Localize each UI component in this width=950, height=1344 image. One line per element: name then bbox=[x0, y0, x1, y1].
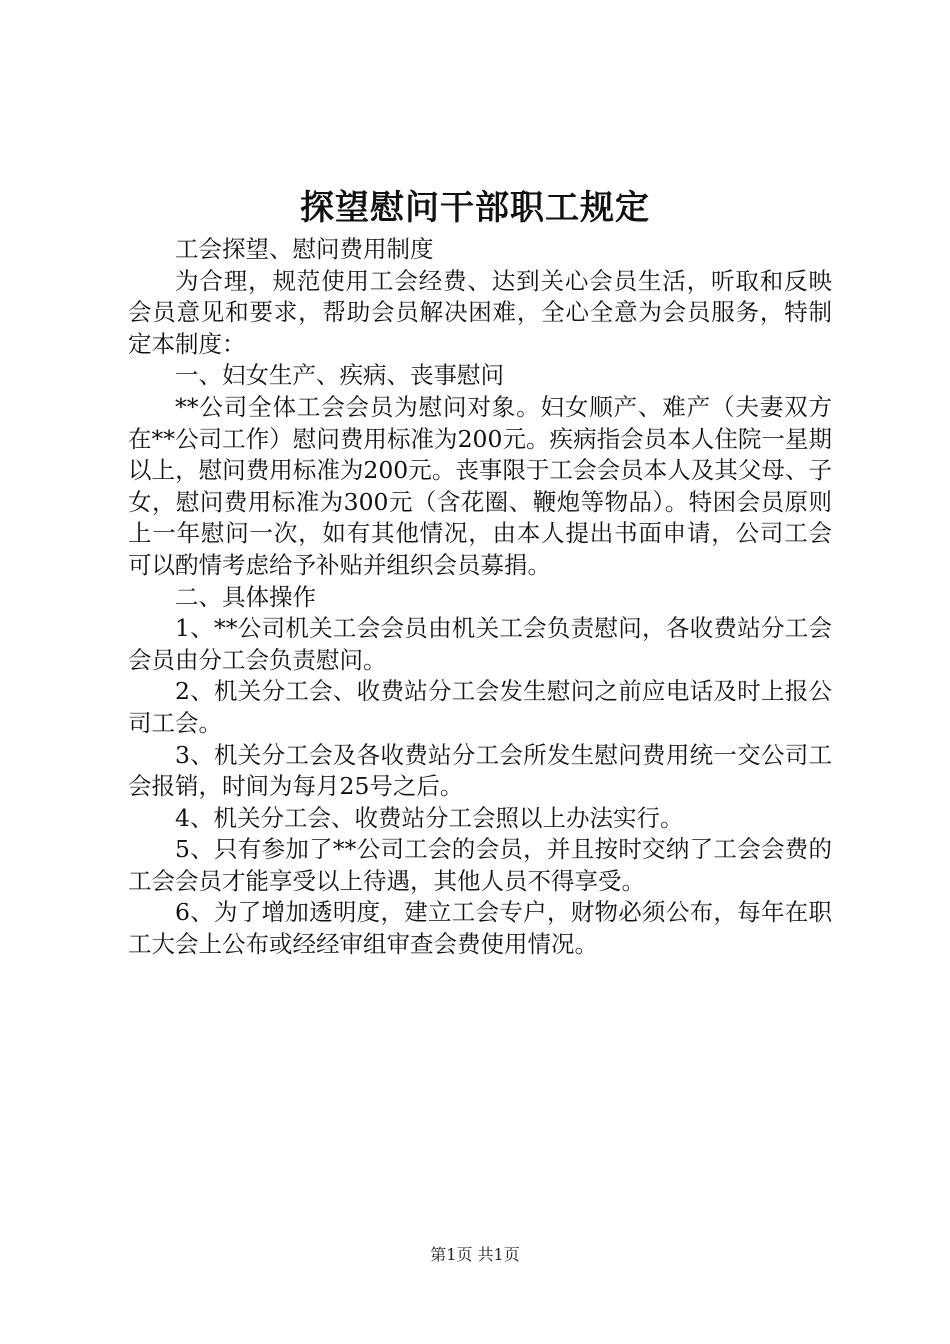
section-heading-1: 一、妇女生产、疾病、丧事慰问 bbox=[175, 361, 504, 390]
list-item: 5、只有参加了**公司工会的会员，并且按时交纳了工会会费的工会会员才能享受以上待遇，其他人员不得享受。 bbox=[128, 835, 832, 895]
paragraph-section-1: **公司全体工会会员为慰问对象。妇女顺产、难产（夫妻双方在**公司工作）慰问费用标准为200元。疾病指会员本人住院一星期以上，慰问费用标准为200元。丧事限于工会会员本人及其父母、子女，慰问费用标准为300元（含花圈、鞭炮等物品）。特困会员原则上一年慰问一次，如有其他情况，由本人提出书面申请，公司工会可以酌情考虑给予补贴并组织会员募捐。 bbox=[128, 392, 832, 579]
section-heading-2: 二、具体操作 bbox=[175, 582, 316, 611]
document-body bbox=[128, 234, 832, 961]
list-item: 1、**公司机关工会会员由机关工会负责慰问，各收费站分工会会员由分工会负责慰问。 bbox=[128, 614, 832, 674]
list-item: 6、为了增加透明度，建立工会专户，财物必须公布，每年在职工大会上公布或经经审组审查会费使用情况。 bbox=[128, 898, 832, 959]
list-item: 3、机关分工会及各收费站分工会所发生慰问费用统一交公司工会报销，时间为每月25号之后。 bbox=[128, 740, 832, 801]
list-item: 4、机关分工会、收费站分工会照以上办法实行。 bbox=[175, 803, 684, 832]
paragraph-heading: 工会探望、慰问费用制度 bbox=[175, 235, 434, 263]
paragraph-intro: 为合理，规范使用工会经费、达到关心会员生活，听取和反映会员意见和要求，帮助会员解决困难，全心全意为会员服务，特制定本制度： bbox=[128, 266, 832, 358]
list-item: 2、机关分工会、收费站分工会发生慰问之前应电话及时上报公司工会。 bbox=[128, 677, 832, 737]
page-number-footer: 第1页 共1页 bbox=[430, 1245, 520, 1264]
document-title: 探望慰问干部职工规定 bbox=[300, 188, 650, 228]
